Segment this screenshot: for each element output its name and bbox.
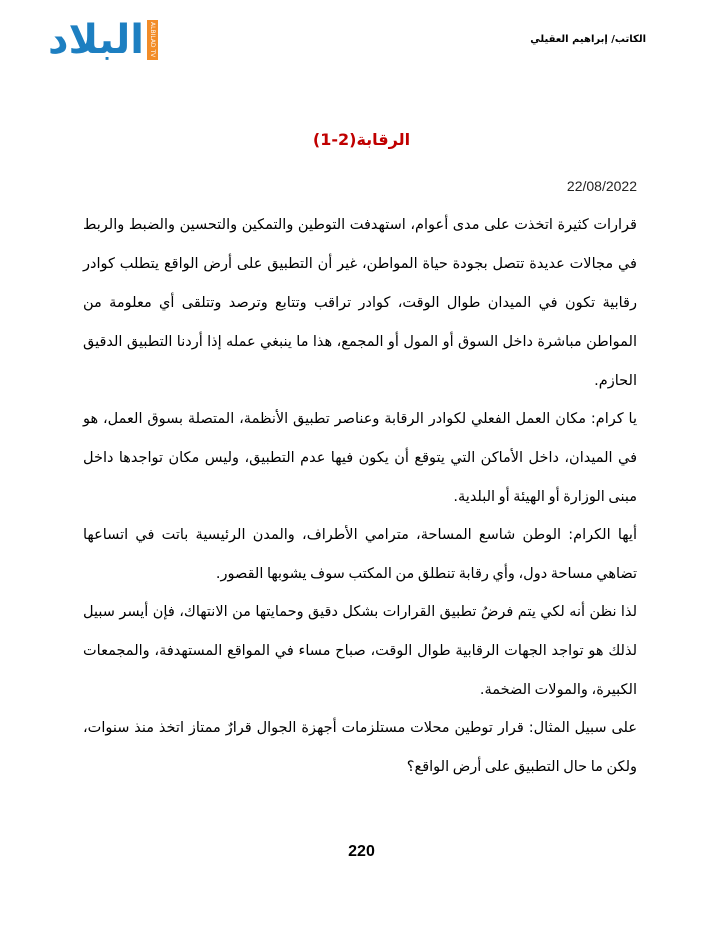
author-name: الكاتب/ إبراهيم العقيلي (530, 34, 646, 45)
paragraph-2: يا كرام: مكان العمل الفعلي لكوادر الرقابة وعناصر تطبيق الأنظمة، المتصلة بسوق العمل، هو في الميدان، داخل الأماكن التي يتوقع أن يكون فيها عدم التطبيق، وليس مكان تواجدها داخل مبنى الوزارة أو الهيئة أو البلدية. (83, 411, 637, 505)
logo-tag: ALBILAD TV (147, 20, 158, 60)
albilad-logo (48, 18, 178, 64)
article-title: الرقابة(2-1) (312, 130, 411, 149)
article-body (83, 206, 637, 786)
logo-text: البلاد (48, 17, 144, 63)
paragraph-3: أيها الكرام: الوطن شاسع المساحة، مترامي الأطراف، والمدن الرئيسية باتت في اتساعها تضاهي مساحة دول، وأي رقابة تنطلق من المكتب سوف يشوبها القصور. (83, 527, 637, 582)
paragraph-1: قرارات كثيرة اتخذت على مدى أعوام، استهدفت التوطين والتمكين والتحسين والضبط والربط في مجالات عديدة تتصل بجودة حياة المواطن، غير أن التطبيق على أرض الواقع يتطلب كوادر رقابية تكون في الميدان طوال الوقت، كوادر تراقب وتتابع وترصد وتتلقى أي معلومة من المواطن مباشرة داخل السوق أو المول أو المجمع، هذا ما ينبغي عمله إذا أردنا التطبيق الدقيق الحازم. (83, 217, 637, 389)
page-number: 220 (348, 843, 375, 860)
paragraph-4: لذا نظن أنه لكي يتم فرضُ تطبيق القرارات بشكل دقيق وحمايتها من الانتهاك، فإن أيسر سبيل لذلك هو تواجد الجهات الرقابية طوال الوقت، صباح مساء في المواقع المستهدفة، والمجمعات الكبيرة، والمولات الضخمة. (83, 604, 637, 698)
article-date: 22/08/2022 (566, 178, 637, 194)
paragraph-5: على سبيل المثال: قرار توطين محلات مستلزمات أجهزة الجوال قرارٌ ممتاز اتخذ منذ سنوات، ولكن ما حال التطبيق على أرض الواقع؟ (83, 720, 637, 775)
